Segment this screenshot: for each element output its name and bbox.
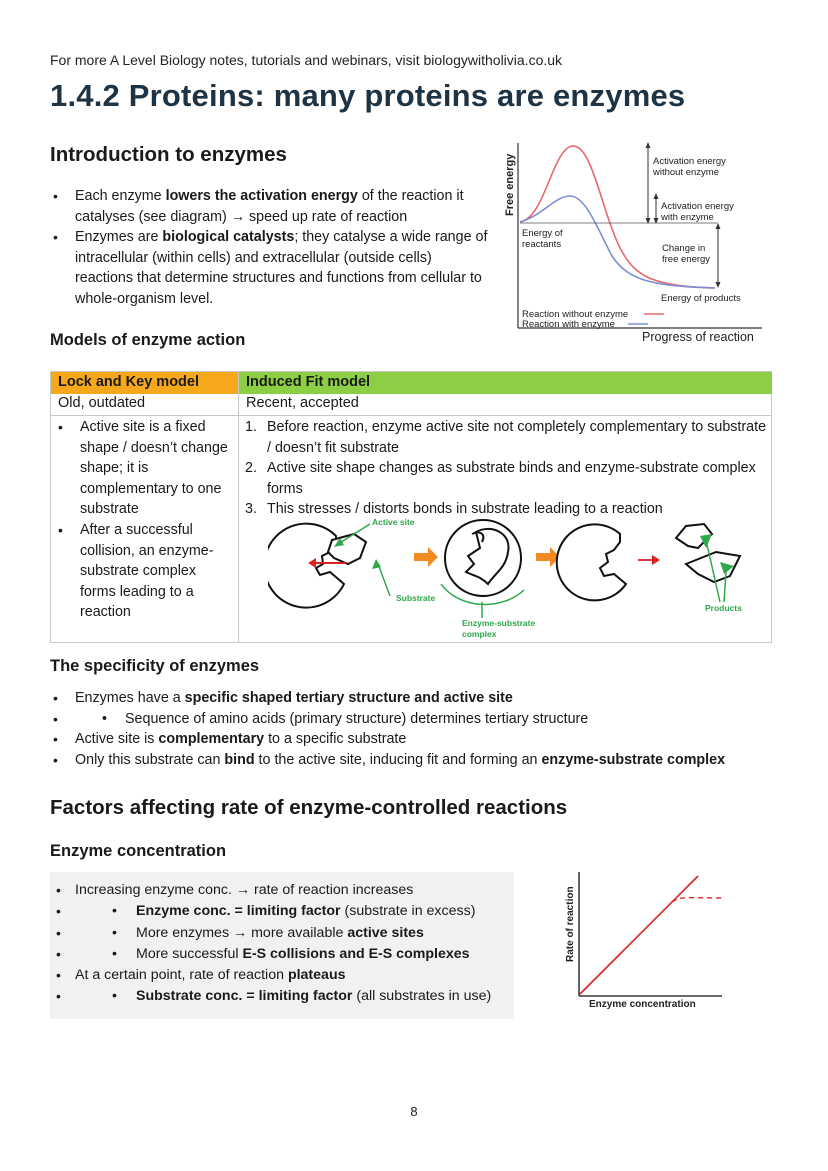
arrow-right-1 [414, 547, 438, 567]
lock-key-header: Lock and Key model [51, 372, 239, 394]
source-note: For more A Level Biology notes, tutorials and webinars, visit biologywitholivia.co.uk [50, 52, 563, 68]
factors-heading: Factors affecting rate of enzyme-controlled reactions [50, 796, 568, 819]
label-reactants: Energy of reactants [522, 228, 563, 250]
list-item: • Active site is a fixed shape / doesn’t change shape; it is complementary to one substrate [55, 417, 233, 520]
active-site-label: Active site [372, 517, 415, 527]
list-item: • Active site is complementary to a specific substrate [50, 729, 820, 750]
induced-fit-diagram [268, 512, 772, 642]
products-label: Products [705, 603, 742, 613]
list-item: • Increasing enzyme conc. → rate of reaction increases [53, 880, 513, 901]
list-item: • • More enzymes → more available active sites [53, 923, 513, 944]
list-item: • • Substrate conc. = limiting factor (all substrates in use) [53, 986, 513, 1007]
enzyme-shape-3 [557, 524, 626, 600]
list-item: 3. This stresses / distorts bonds in substrate leading to a reaction [245, 501, 663, 518]
substrate-label: Substrate [396, 593, 436, 603]
specificity-list [50, 688, 820, 770]
label-products: Energy of products [661, 293, 741, 304]
list-item: • At a certain point, rate of reaction plateaus [53, 965, 513, 986]
energy-ylabel: Free energy [504, 153, 516, 216]
lock-key-status: Old, outdated [58, 395, 146, 411]
rate-xlabel: Enzyme concentration [589, 999, 696, 1010]
models-heading: Models of enzyme action [50, 331, 246, 349]
label-act-without: Activation energy without enzyme [653, 156, 726, 178]
rate-chart [560, 868, 730, 1013]
list-item: • Each enzyme lowers the activation energy of the reaction it catalyses (see diagram) → speed up rate of reaction [50, 186, 490, 227]
energy-xlabel: Progress of reaction [642, 330, 754, 344]
list-item: • Enzymes are biological catalysts; they catalyse a wide range of intracellular (within cells) and extracellular (outside cells) reactions that determine structures and functions from cellular to whole-organism level. [50, 227, 490, 309]
enzyme-shape [268, 524, 344, 608]
label-act-with: Activation energy with enzyme [661, 201, 734, 223]
list-item: 1. Before reaction, enzyme active site not completely complementary to substrate / doesn’t fit substrate [245, 419, 767, 456]
list-item: • After a successful collision, an enzyme-substrate complex forms leading to a reaction [55, 520, 233, 623]
list-item: • • More successful E-S collisions and E-S complexes [53, 944, 513, 965]
rate-ylabel: Rate of reaction [565, 886, 576, 962]
page-number: 8 [410, 1104, 418, 1119]
label-change: Change in free energy [662, 243, 711, 265]
enzyme-conc-list [53, 880, 513, 1008]
rate-line [580, 876, 698, 994]
rate-plateau [672, 898, 722, 902]
intro-heading: Introduction to enzymes [50, 143, 287, 166]
complex-label: Enzyme-substrate complex [462, 618, 536, 639]
legend-with: Reaction with enzyme [522, 319, 615, 330]
page-title: 1.4.2 Proteins: many proteins are enzymes [50, 78, 686, 113]
induced-fit-header: Induced Fit model [239, 372, 772, 394]
induced-fit-status: Recent, accepted [246, 395, 359, 411]
list-item: • Only this substrate can bind to the active site, inducing fit and forming an enzyme-substrate complex [50, 750, 820, 771]
energy-diagram [500, 138, 775, 350]
lock-key-points [55, 417, 233, 623]
list-item: • • Enzyme conc. = limiting factor (substrate in excess) [53, 901, 513, 922]
list-item: 2. Active site shape changes as substrate binds and enzyme-substrate complex forms [245, 460, 756, 497]
intro-list [50, 186, 490, 310]
list-item: • • Sequence of amino acids (primary structure) determines tertiary structure [50, 709, 820, 730]
legend-without: Reaction without enzyme [522, 309, 629, 320]
specificity-heading: The specificity of enzymes [50, 657, 260, 675]
list-item: • Enzymes have a specific shaped tertiary structure and active site [50, 688, 820, 709]
induced-fit-points [241, 417, 771, 520]
enzyme-conc-box [50, 872, 514, 1019]
enzyme-conc-heading: Enzyme concentration [50, 842, 227, 860]
